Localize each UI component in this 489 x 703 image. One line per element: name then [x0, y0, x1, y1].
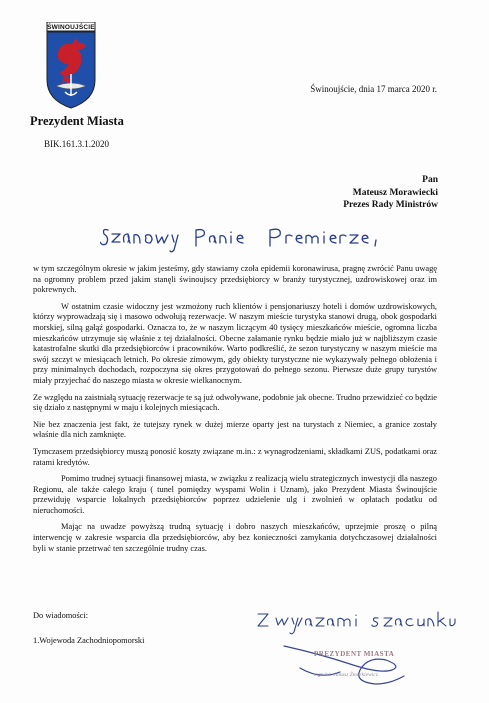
crest-label: ŚWINOUJŚCIE [47, 24, 95, 31]
reference-number: BIK.161.3.1.2020 [44, 139, 109, 149]
paragraph: W ostatnim czasie widoczny jest wzmożony ruch klientów i pensjonariuszy hoteli i domów uzdrowiskowych, którzy wyprowadzają się i masowo odwołują rezerwacje. W naszym mieście turystyka stanowi drugą, obok gospodarki morskiej, silną gałąź gospodarki. Oznacza to, że w naszym liczącym 40 tysięcy mieszkańców mieście, ogromna liczba mieszkańców utrzymuje się właśnie z tej działalności. Obecne załamanie rynku będzie miało już w najbliższym czasie katastrofalne skutki dla przedsiębiorców i pracowników. Warto podkreślić, że sezon turystyczny w naszym mieście ma swój szczyt w miesiącach letnich. Po okresie zimowym, gdy obiekty turystyczne nie wykazywały pełnego obłożenia i przy minimalnych dochodach, rozpoczyna się okres przygotowań do pełnego sezonu. Pierwsze duże grupy turystów miały przyjechać do naszego miasta w okresie wielkanocnym. [33, 301, 437, 385]
recipient-line: Pan [422, 175, 438, 185]
place-date: Świnoujście, dnia 17 marca 2020 r. [310, 84, 437, 94]
cc-label: Do wiadomości: [33, 611, 89, 620]
paragraph: Pomimo trudnej sytuacji finansowej miasta, w związku z realizacją wielu strategicznych inwestycji dla naszego Regionu, ale także całego kraju ( tunel pomiędzy wyspami Wolin i Uznam), jako Prezydent Miasta Świnoujście przewiduję wsparcie lokalnych przedsiębiorców poprzez udzielenie ulg i zwolnień w opłatach podatku od nieruchomości. [33, 474, 437, 515]
closing-text [256, 606, 344, 617]
handwritten-greeting [100, 222, 400, 258]
greeting-text [100, 226, 400, 242]
paragraph: Nie bez znaczenia jest fakt, że tutejszy rynek w dużej mierze oparty jest na turystach z Niemiec, a granice zostały właśnie dla nich zamknięte. [33, 419, 437, 440]
cc-item: 1.Wojewoda Zachodniopomorski [33, 636, 145, 645]
stamp-title: PREZYDENT MIASTA [314, 650, 395, 658]
office-title: Prezydent Miasta [30, 114, 124, 128]
paragraph: w tym szczególnym okresie w jakim jesteśmy, gdy stawiamy czoła epidemii koronawirusa, pragnę zwrócić Panu uwagę na ogromny problem przed jakim stanęli świnoujscy przedsiębiorcy w branży turystycznej, uzdrowiskowej oraz im pokrewnych. [33, 264, 437, 295]
paragraph: Mając na uwadze powyższą trudną sytuację i dobro naszych mieszkańców, uprzejmie proszę o pilną interwencję w zakresie wsparcia dla przedsiębiorców, aby bez konieczności zamykania dotychczasowej działalności byli w stanie przetrwać ten szczególnie trudny czas. [33, 522, 437, 553]
letter-body [33, 264, 437, 560]
handwritten-closing [256, 606, 456, 636]
paragraph: Tymczasem przedsiębiorcy muszą ponosić koszty związane m.in.: z wynagrodzeniami, składkami ZUS, podatkami oraz ratami kredytów. [33, 446, 437, 467]
paragraph: Ze względu na zaistniałą sytuację rezerwacje te są już odwoływane, podobnie jak obecne. Trudno przewidzieć co będzie się działo z następnymi w maju i kolejnych miesiącach. [33, 392, 437, 413]
stamp-name: mgr inż. Janusz Żmurkiewicz [314, 672, 378, 678]
recipient-title: Prezes Rady Ministrów [343, 200, 438, 210]
signature-icon [280, 640, 410, 690]
griffin-crest-icon [44, 22, 98, 110]
recipient-block [343, 174, 438, 212]
recipient-name: Mateusz Morawiecki [352, 187, 438, 198]
